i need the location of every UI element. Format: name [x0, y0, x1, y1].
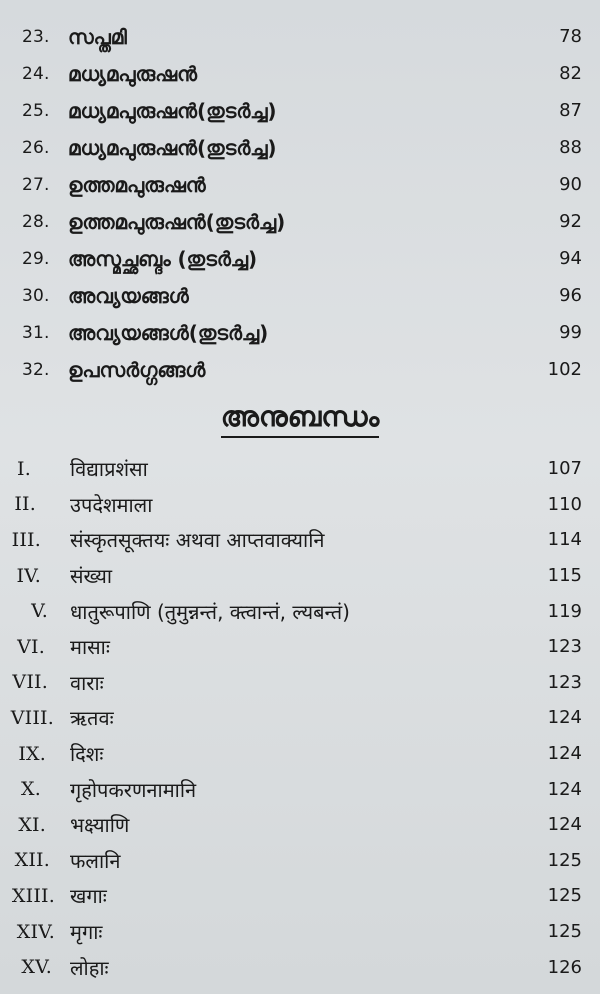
appendix-number: I.: [17, 457, 31, 480]
appendix-number: IV.: [16, 564, 41, 587]
chapter-list: [0, 18, 600, 388]
appendix-number: X.: [21, 778, 41, 801]
chapter-number: 25.: [22, 100, 50, 121]
page-number: 124: [547, 814, 582, 836]
toc-row: [0, 451, 600, 487]
appendix-number: III.: [11, 528, 41, 551]
toc-row: [0, 736, 600, 772]
appendix-title: गृहोपकरणनामानि: [70, 777, 197, 802]
appendix-number: VIII.: [10, 706, 54, 729]
appendix-number: XIII.: [11, 884, 55, 907]
page-number: 125: [547, 849, 582, 871]
chapter-number: 27.: [22, 174, 50, 195]
chapter-number: 24.: [22, 63, 50, 84]
appendix-title: वाराः: [70, 670, 104, 695]
appendix-title: उपदेशमाला: [70, 492, 153, 517]
page-number: 82: [559, 63, 582, 84]
page-number: 92: [559, 211, 582, 232]
appendix-number: IX.: [18, 742, 46, 765]
appendix-title: भक्ष्याणि: [70, 813, 130, 838]
appendix-number: XV.: [21, 956, 52, 979]
appendix-title: मासाः: [70, 635, 110, 660]
toc-row: [0, 629, 600, 665]
page-number: 94: [559, 248, 582, 269]
appendix-number: XII.: [14, 849, 50, 872]
appendix-title: ऋतवः: [70, 706, 114, 731]
toc-row: [0, 949, 600, 985]
page-number: 96: [559, 285, 582, 306]
page-number: 123: [547, 636, 582, 658]
toc-row: [0, 18, 600, 55]
appendix-number: XIV.: [16, 920, 55, 943]
chapter-number: 32.: [22, 359, 50, 380]
appendix-number: VII.: [12, 671, 48, 694]
chapter-title: അവ്യയങ്ങൾ: [68, 283, 189, 308]
page-number: 110: [547, 493, 582, 515]
chapter-number: 28.: [22, 211, 50, 232]
chapter-title: ഉത്തമപുരുഷൻ(തുടർച്ച): [68, 209, 286, 234]
chapter-title: ഉപസർഗ്ഗങ്ങൾ: [68, 357, 206, 382]
toc-row: [0, 807, 600, 843]
page-number: 124: [547, 778, 582, 800]
chapter-title: അവ്യയങ്ങൾ(തുടർച്ച): [68, 320, 269, 345]
chapter-number: 29.: [22, 248, 50, 269]
toc-row: [0, 487, 600, 523]
toc-row: [0, 92, 600, 129]
page-number: 87: [559, 100, 582, 121]
page-number: 125: [547, 921, 582, 943]
page-number: 119: [547, 600, 582, 622]
appendix-heading-wrap: [0, 400, 600, 438]
appendix-number: VI.: [17, 635, 45, 658]
page-number: 123: [547, 671, 582, 693]
toc-row: [0, 522, 600, 558]
toc-row: [0, 771, 600, 807]
page-number: 125: [547, 885, 582, 907]
appendix-title: दिशः: [70, 742, 104, 767]
page-number: 90: [559, 174, 582, 195]
appendix-title: खगाः: [70, 884, 107, 909]
toc-row: [0, 55, 600, 92]
chapter-title: അസ്മച്ഛബ്ദം (തുടർച്ച): [68, 246, 258, 271]
toc-row: [0, 914, 600, 950]
page-number: 126: [547, 956, 582, 978]
appendix-title: विद्याप्रशंसा: [70, 457, 148, 482]
toc-row: [0, 166, 600, 203]
toc-row: [0, 314, 600, 351]
page-number: 124: [547, 707, 582, 729]
chapter-title: മധ്യമപുരുഷൻ(തുടർച്ച): [68, 98, 277, 123]
chapter-number: 23.: [22, 26, 50, 47]
toc-row: [0, 351, 600, 388]
toc-row: [0, 593, 600, 629]
toc-row: [0, 129, 600, 166]
toc-row: [0, 277, 600, 314]
chapter-title: ഉത്തമപുരുഷൻ: [68, 172, 206, 197]
page-number: 78: [559, 26, 582, 47]
page-number: 99: [559, 322, 582, 343]
chapter-title: സപ്തമി: [68, 24, 127, 49]
page-number: 102: [547, 359, 582, 380]
appendix-title: धातुरूपाणि (तुमुन्नन्तं, क्त्वान्तं, ल्यबन्तं): [70, 599, 350, 624]
toc-row: [0, 203, 600, 240]
chapter-number: 31.: [22, 322, 50, 343]
appendix-number: XI.: [18, 813, 46, 836]
page-number: 114: [547, 529, 582, 551]
appendix-title: लोहाः: [70, 955, 109, 980]
page-number: 115: [547, 565, 582, 587]
appendix-heading: അനുബന്ധം: [221, 400, 380, 438]
chapter-title: മധ്യമപുരുഷൻ: [68, 61, 197, 86]
toc-row: [0, 878, 600, 914]
appendix-number: V.: [31, 600, 48, 623]
chapter-number: 30.: [22, 285, 50, 306]
appendix-title: मृगाः: [70, 920, 103, 945]
chapter-number: 26.: [22, 137, 50, 158]
page-number: 107: [547, 458, 582, 480]
toc-row: [0, 558, 600, 594]
appendix-list: [0, 451, 600, 985]
appendix-title: फलानि: [70, 848, 121, 873]
page-number: 124: [547, 743, 582, 765]
toc-row: [0, 240, 600, 277]
toc-row: [0, 665, 600, 701]
appendix-title: संस्कृतसूक्तयः अथवा आप्तवाक्यानि: [70, 528, 325, 553]
toc-row: [0, 700, 600, 736]
page-number: 88: [559, 137, 582, 158]
toc-row: [0, 843, 600, 879]
appendix-title: संख्या: [70, 564, 112, 589]
chapter-title: മധ്യമപുരുഷൻ(തുടർച്ച): [68, 135, 277, 160]
appendix-number: II.: [14, 493, 36, 516]
